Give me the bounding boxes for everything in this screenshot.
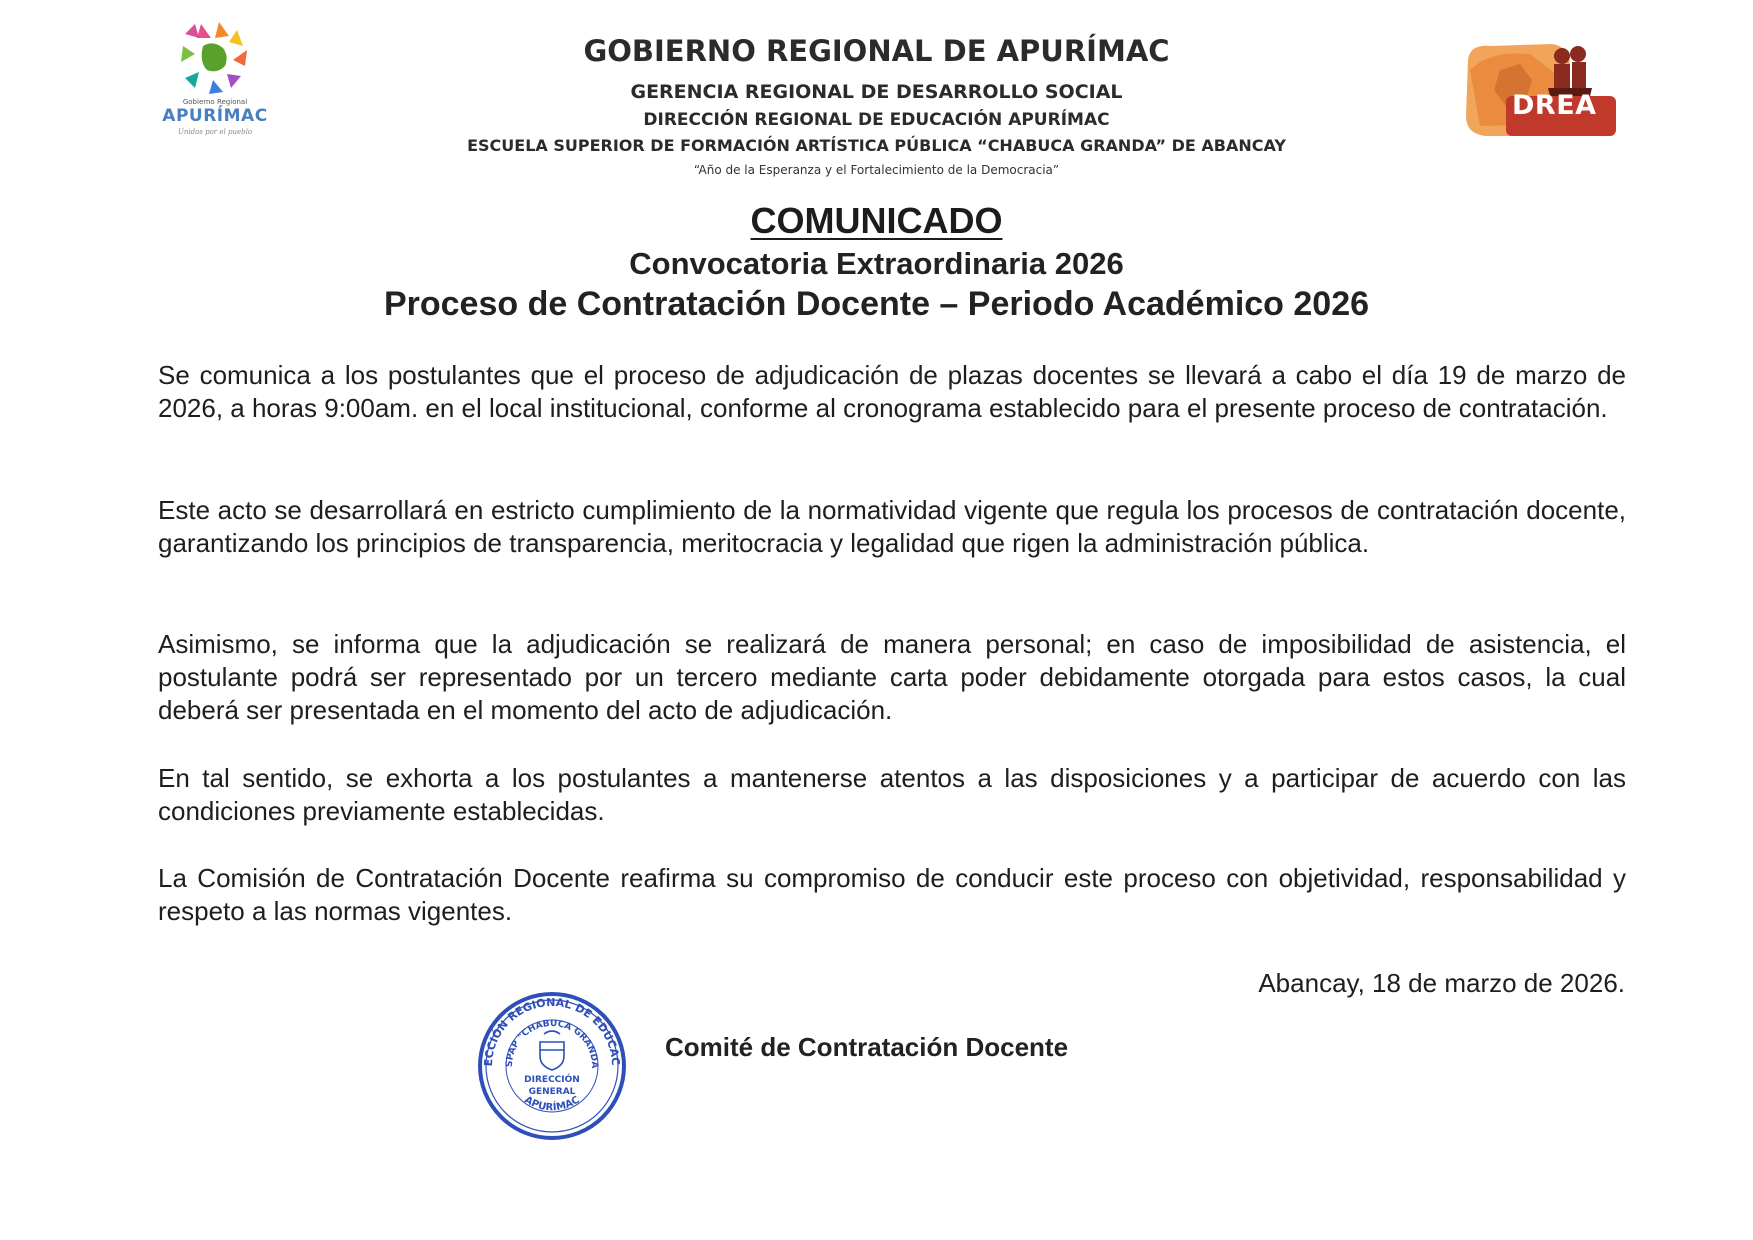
document-date: Abancay, 18 de marzo de 2026. [1258,968,1625,998]
paragraph-4: En tal sentido, se exhorta a los postulantes a mantenerse atentos a las disposiciones y a participar de acuerdo con las condiciones previamente establecidas. [158,763,1626,826]
document-subheading: Convocatoria Extraordinaria 2026 [629,246,1124,281]
document-heading-text: COMUNICADO [750,200,1003,241]
header-direccion: DIRECCIÓN REGIONAL DE EDUCACIÓN APURÍMAC [643,110,1110,130]
drea-logo-text: DREA [1512,90,1597,121]
document-title: Proceso de Contratación Docente – Periodo Académico 2026 [383,285,1370,323]
header-lema: “Año de la Esperanza y el Fortalecimiento de la Democracia” [693,163,1060,177]
paragraph-5: La Comisión de Contratación Docente reafirma su compromiso de conducir este proceso con objetividad, responsabilidad y respeto a las normas vigentes. [158,863,1626,926]
header-title: GOBIERNO REGIONAL DE APURÍMAC [583,34,1170,68]
official-seal [476,990,628,1142]
seal-shield-icon [540,1031,564,1070]
paragraph-1: Se comunica a los postulantes que el proceso de adjudicación de plazas docentes se llevará a cabo el día 19 de marzo de 2026, a horas 9:00am. en el local institucional, conforme al cronograma establecido para el presente proceso de contratación. [158,360,1626,423]
document-heading [0,200,1753,242]
header-gerencia: GERENCIA REGIONAL DE DESARROLLO SOCIAL [630,81,1123,103]
paragraph-2: Este acto se desarrollará en estricto cumplimiento de la normatividad vigente que regula los procesos de contratación docente, garantizando los principios de transparencia, meritocracia y legalidad que rigen la administración pública. [158,495,1626,558]
seal-stamp-icon [476,990,628,1142]
paragraph-3: Asimismo, se informa que la adjudicación se realizará de manera personal; en caso de imposibilidad de asistencia, el postulante podrá ser representado por un tercero mediante carta poder debidamente otorgada para estos casos, la cual deberá ser presentada en el momento del acto de adjudicación. [158,629,1626,725]
header-escuela: ESCUELA SUPERIOR DE FORMACIÓN ARTÍSTICA PÚBLICA “CHABUCA GRANDA” DE ABANCAY [467,136,1286,155]
logo-name: APURÍMAC [162,106,268,126]
seal-bottom-text: APURÍMAC [522,1094,582,1114]
logo-slogan: Unidos por el pueblo [177,128,253,136]
seal-center-line1: DIRECCIÓN [524,1075,580,1085]
signature-committee: Comité de Contratación Docente [665,1032,1069,1062]
seal-inner-text: SPAP "CHABUCA GRANDA [504,1018,600,1069]
logo-small-text: Gobierno Regional [182,98,248,106]
seal-center-line2: GENERAL [528,1087,576,1097]
seal-outer-text: ECCIÓN REGIONAL DE EDUCAC [481,995,623,1067]
